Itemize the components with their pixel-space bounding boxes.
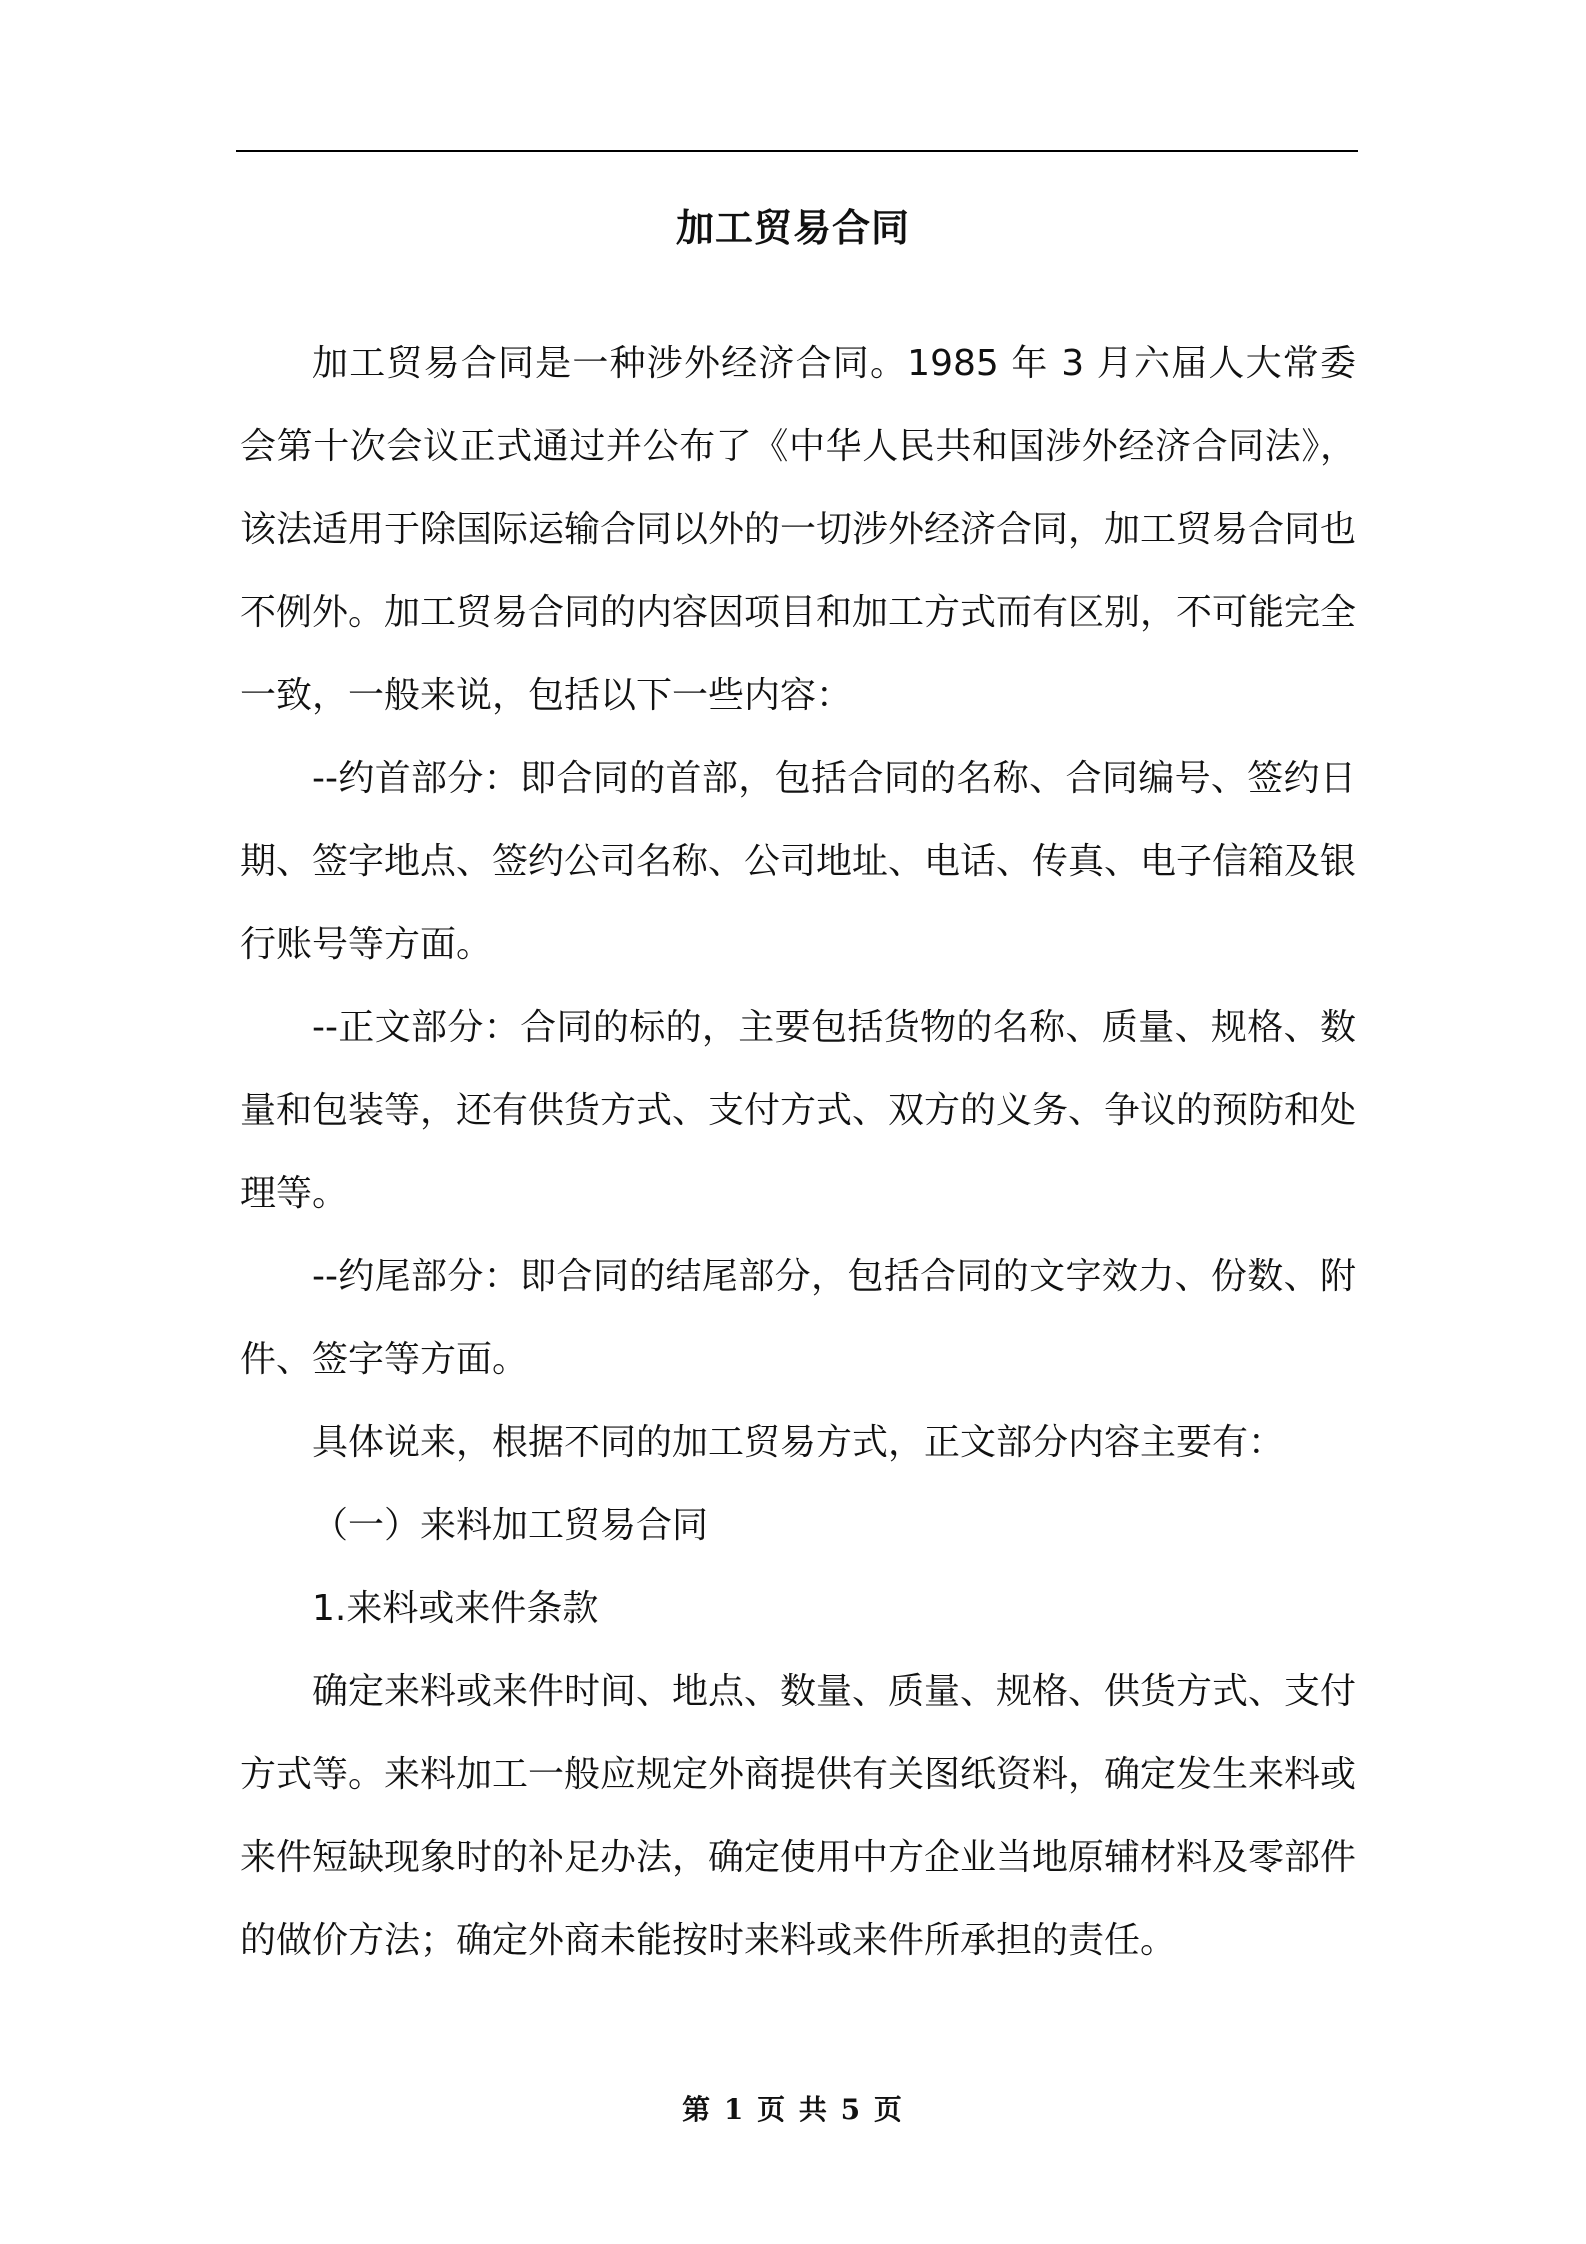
- subsection-heading: 1.来料或来件条款: [312, 1588, 599, 1629]
- header-rule: [236, 150, 1358, 152]
- paragraph-specifics: 具体说来，根据不同的加工贸易方式，正文部分内容主要有：: [312, 1422, 1285, 1463]
- paragraph-main-body: --正文部分：合同的标的，主要包括货物的名称、质量、规格、数量和包装等，还有供货方式、支付方式、双方的义务、争议的预防和处理等。: [240, 1007, 1357, 1214]
- document-body: [240, 322, 1356, 1982]
- paragraph-closing: --约尾部分：即合同的结尾部分，包括合同的文字效力、份数、附件、签字等方面。: [240, 1256, 1356, 1380]
- section-heading: （一）来料加工贸易合同: [312, 1505, 709, 1546]
- paragraph-intro: 加工贸易合同是一种涉外经济合同。1985 年 3 月六届人大常委会第十次会议正式通过并公布了《中华人民共和国涉外经济合同法》，该法适用于除国际运输合同以外的一切涉外经济合同，加工贸易合同也不例外。加工贸易合同的内容因项目和加工方式而有区别，不可能完全一致，一般来说，包括以下一些内容：: [240, 343, 1357, 716]
- document-title: 加工贸易合同: [675, 206, 910, 250]
- paragraph-materials-clause: 确定来料或来件时间、地点、数量、质量、规格、供货方式、支付方式等。来料加工一般应规定外商提供有关图纸资料，确定发生来料或来件短缺现象时的补足办法，确定使用中方企业当地原辅材料及零部件的做价方法；确定外商未能按时来料或来件所承担的责任。: [240, 1671, 1357, 1961]
- paragraph-preamble: --约首部分：即合同的首部，包括合同的名称、合同编号、签约日期、签字地点、签约公司名称、公司地址、电话、传真、电子信箱及银行账号等方面。: [240, 758, 1357, 965]
- page-number-footer: 第 1 页 共 5 页: [682, 2093, 904, 2126]
